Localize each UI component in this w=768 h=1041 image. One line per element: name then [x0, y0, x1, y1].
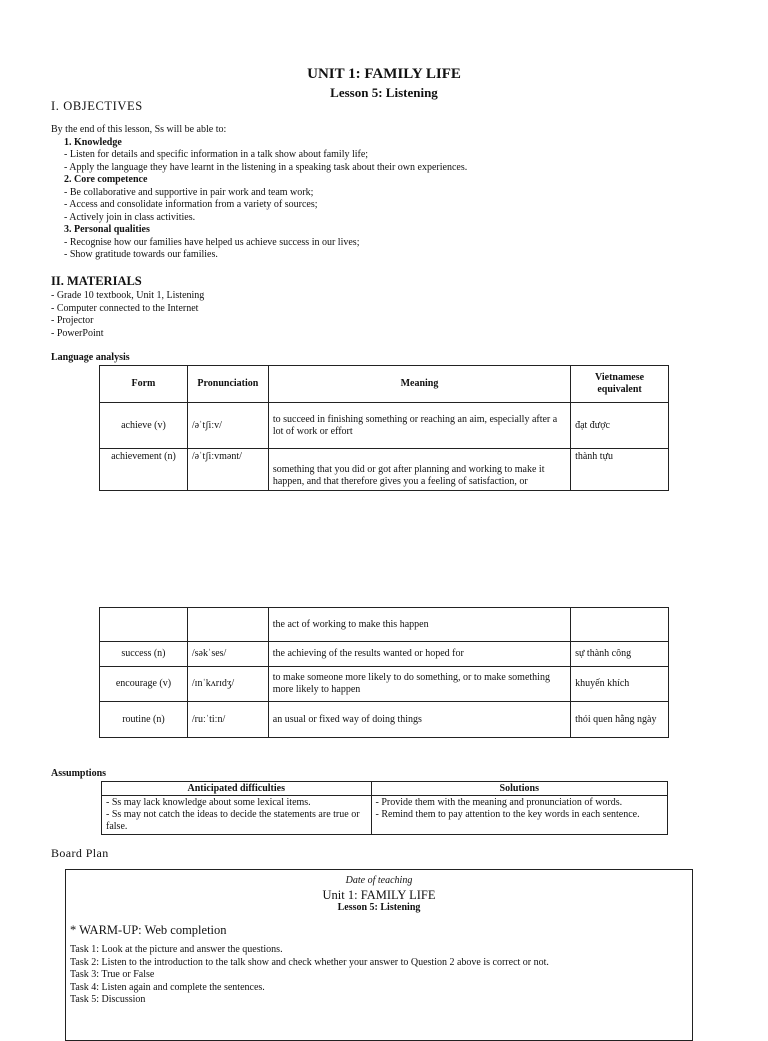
solution-item: - Remind them to pay attention to the key words in each sentence.: [375, 809, 640, 820]
table-row: [100, 449, 669, 491]
objectives-heading: I. OBJECTIVES: [51, 99, 143, 113]
word-pronunciation: /səkˈses/: [187, 642, 268, 667]
objective-item: - Show gratitude towards our families.: [64, 249, 218, 260]
board-date: Date of teaching: [345, 875, 413, 886]
objective-item: - Listen for details and specific information in a talk show about family life;: [64, 149, 369, 160]
word-meaning: the act of working to make this happen: [268, 608, 570, 642]
board-task-item: Task 4: Listen again and complete the sentences.: [70, 981, 265, 993]
board-task-item: Task 5: Discussion: [70, 994, 146, 1005]
language-analysis-heading: Language analysis: [51, 352, 130, 363]
table-header-row: [102, 782, 668, 796]
table-row: [102, 796, 668, 835]
objective-item: - Apply the language they have learnt in the listening in a speaking task about their own experiences.: [64, 161, 468, 173]
assumptions-heading: Assumptions: [51, 768, 107, 779]
objective-item: - Be collaborative and supportive in pair work and team work;: [64, 186, 314, 198]
solution-item: - Provide them with the meaning and pronunciation of words.: [375, 797, 623, 808]
objective-item: - Recognise how our families have helped us achieve success in our lives;: [64, 236, 360, 248]
word-form: achievement (n): [100, 449, 188, 491]
board-plan-box: [65, 869, 693, 1041]
word-vietnamese: đạt được: [571, 403, 669, 449]
table-row: [100, 642, 669, 667]
language-analysis-table-continued: [99, 607, 669, 738]
word-meaning: to succeed in finishing something or reaching an aim, especially after a lot of work or effort: [268, 403, 570, 449]
document-title: UNIT 1: FAMILY LIFE: [307, 66, 461, 82]
column-header: Meaning: [268, 366, 570, 403]
column-header: Solutions: [371, 782, 667, 796]
board-warmup: * WARM-UP: Web completion: [70, 923, 227, 937]
lesson-title: Lesson 5: Listening: [330, 85, 438, 100]
material-item: - Grade 10 textbook, Unit 1, Listening: [51, 290, 205, 301]
word-pronunciation: /əˈtʃiːv/: [187, 403, 268, 449]
table-row: [100, 403, 669, 449]
materials-list: [51, 290, 204, 340]
objective-item: - Actively join in class activities.: [64, 211, 196, 223]
material-item: - PowerPoint: [51, 327, 104, 339]
column-header: Vietnamese equivalent: [571, 366, 669, 403]
word-meaning: an usual or fixed way of doing things: [268, 702, 570, 738]
board-task-item: Task 1: Look at the picture and answer the questions.: [70, 944, 283, 955]
word-form: achieve (v): [100, 403, 188, 449]
word-pronunciation: /ɪnˈkʌrɪdʒ/: [187, 667, 268, 702]
word-meaning: something that you did or got after planning and working to make it happen, and that therefore gives you a feeling of satisfaction, or: [268, 449, 570, 491]
word-pronunciation: /əˈtʃiːvmənt/: [187, 449, 268, 491]
word-vietnamese: thành tựu: [571, 449, 669, 491]
objectives-section: [51, 124, 467, 262]
board-lesson: Lesson 5: Listening: [337, 901, 421, 913]
table-header-row: [100, 366, 669, 403]
core-competence-title: 2. Core competence: [64, 174, 148, 185]
word-form: encourage (v): [100, 667, 188, 702]
word-form: routine (n): [100, 702, 188, 738]
table-row: [100, 667, 669, 702]
board-task-item: Task 3: True or False: [70, 969, 155, 980]
word-pronunciation: [187, 608, 268, 642]
materials-heading: II. MATERIALS: [51, 274, 142, 288]
board-task-item: Task 2: Listen to the introduction to the talk show and check whether your answer to Question 2 above is correct or not.: [70, 956, 549, 968]
word-vietnamese: thói quen hằng ngày: [571, 702, 669, 738]
material-item: - Computer connected to the Internet: [51, 302, 199, 314]
column-header: Pronunciation: [187, 366, 268, 403]
word-vietnamese: sự thành công: [571, 642, 669, 667]
objective-item: - Access and consolidate information from a variety of sources;: [64, 199, 318, 210]
material-item: - Projector: [51, 315, 94, 326]
personal-qualities-title: 3. Personal qualities: [64, 224, 150, 235]
difficulty-item: - Ss may lack knowledge about some lexical items.: [106, 797, 311, 808]
board-unit: Unit 1: FAMILY LIFE: [322, 887, 436, 902]
table-row: [100, 702, 669, 738]
column-header: Anticipated difficulties: [102, 782, 372, 796]
knowledge-title: 1. Knowledge: [64, 136, 122, 148]
column-header: Form: [100, 366, 188, 403]
word-vietnamese: [571, 608, 669, 642]
objectives-intro: By the end of this lesson, Ss will be able to:: [51, 124, 227, 135]
difficulties-cell: [102, 796, 372, 835]
board-plan-heading: Board Plan: [51, 846, 109, 860]
word-meaning: to make someone more likely to do something, or to make something more likely to happen: [268, 667, 570, 702]
solutions-cell: [371, 796, 667, 835]
word-form: [100, 608, 188, 642]
word-meaning: the achieving of the results wanted or hoped for: [268, 642, 570, 667]
word-pronunciation: /ruːˈtiːn/: [187, 702, 268, 738]
table-row: [100, 608, 669, 642]
word-form: success (n): [100, 642, 188, 667]
difficulty-item: - Ss may not catch the ideas to decide the statements are true or false.: [106, 809, 360, 832]
board-task-list: [70, 944, 692, 1007]
assumptions-table: [101, 781, 668, 835]
word-vietnamese: khuyến khích: [571, 667, 669, 702]
language-analysis-table: [99, 365, 669, 491]
